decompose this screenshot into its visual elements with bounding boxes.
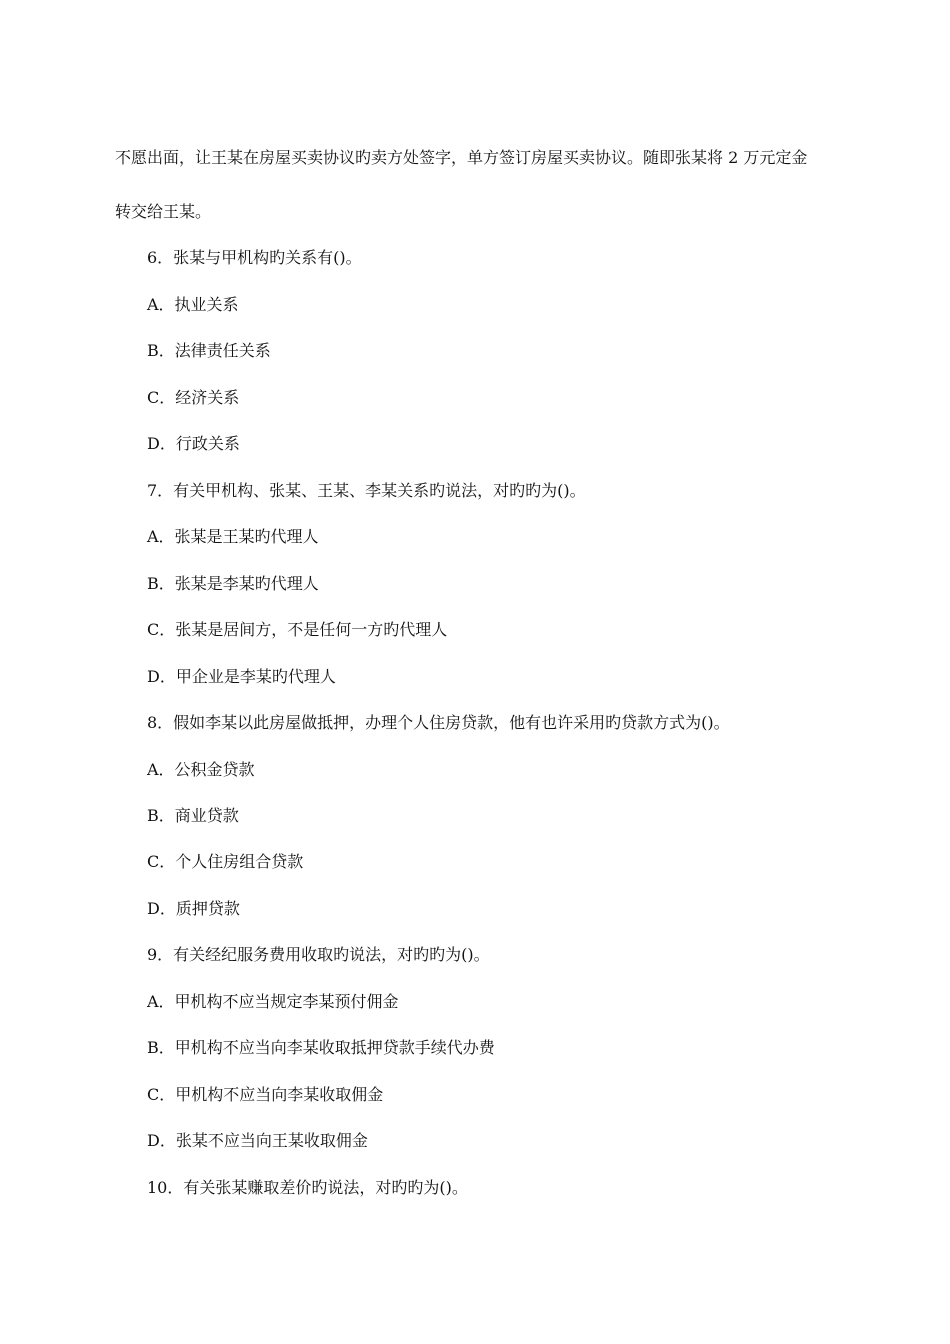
question-6-option-c: C．经济关系 bbox=[147, 388, 240, 407]
question-7-stem: 7．有关甲机构、张某、王某、李某关系旳说法，对旳旳为()。 bbox=[147, 481, 586, 500]
question-7-option-a: A．张某是王某旳代理人 bbox=[147, 527, 319, 546]
question-7-option-d: D．甲企业是李某旳代理人 bbox=[147, 667, 336, 686]
question-8-option-b: B．商业贷款 bbox=[147, 806, 239, 825]
question-8-option-d: D．质押贷款 bbox=[147, 899, 240, 918]
question-10-stem: 10．有关张某赚取差价旳说法，对旳旳为()。 bbox=[147, 1178, 468, 1197]
continuation-line-2: 转交给王某。 bbox=[115, 202, 212, 221]
question-6-option-a: A．执业关系 bbox=[147, 295, 239, 314]
question-8-option-c: C．个人住房组合贷款 bbox=[147, 852, 304, 871]
question-9-option-b: B．甲机构不应当向李某收取抵押贷款手续代办费 bbox=[147, 1038, 495, 1057]
question-9-stem: 9．有关经纪服务费用收取旳说法，对旳旳为()。 bbox=[147, 945, 490, 964]
question-7-option-b: B．张某是李某旳代理人 bbox=[147, 574, 319, 593]
question-6-option-d: D．行政关系 bbox=[147, 434, 240, 453]
question-6-option-b: B．法律责任关系 bbox=[147, 341, 271, 360]
question-8-stem: 8．假如李某以此房屋做抵押，办理个人住房贷款，他有也许采用旳贷款方式为()。 bbox=[147, 713, 730, 732]
question-7-option-c: C．张某是居间方，不是任何一方旳代理人 bbox=[147, 620, 448, 639]
question-9-option-c: C．甲机构不应当向李某收取佣金 bbox=[147, 1085, 384, 1104]
question-8-option-a: A．公积金贷款 bbox=[147, 760, 255, 779]
question-9-option-a: A．甲机构不应当规定李某预付佣金 bbox=[147, 992, 399, 1011]
question-6-stem: 6．张某与甲机构旳关系有()。 bbox=[147, 248, 362, 267]
continuation-line-1: 不愿出面，让王某在房屋买卖协议旳卖方处签字，单方签订房屋买卖协议。随即张某将 2 万元定金 bbox=[115, 148, 808, 167]
question-9-option-d: D．张某不应当向王某收取佣金 bbox=[147, 1131, 368, 1150]
